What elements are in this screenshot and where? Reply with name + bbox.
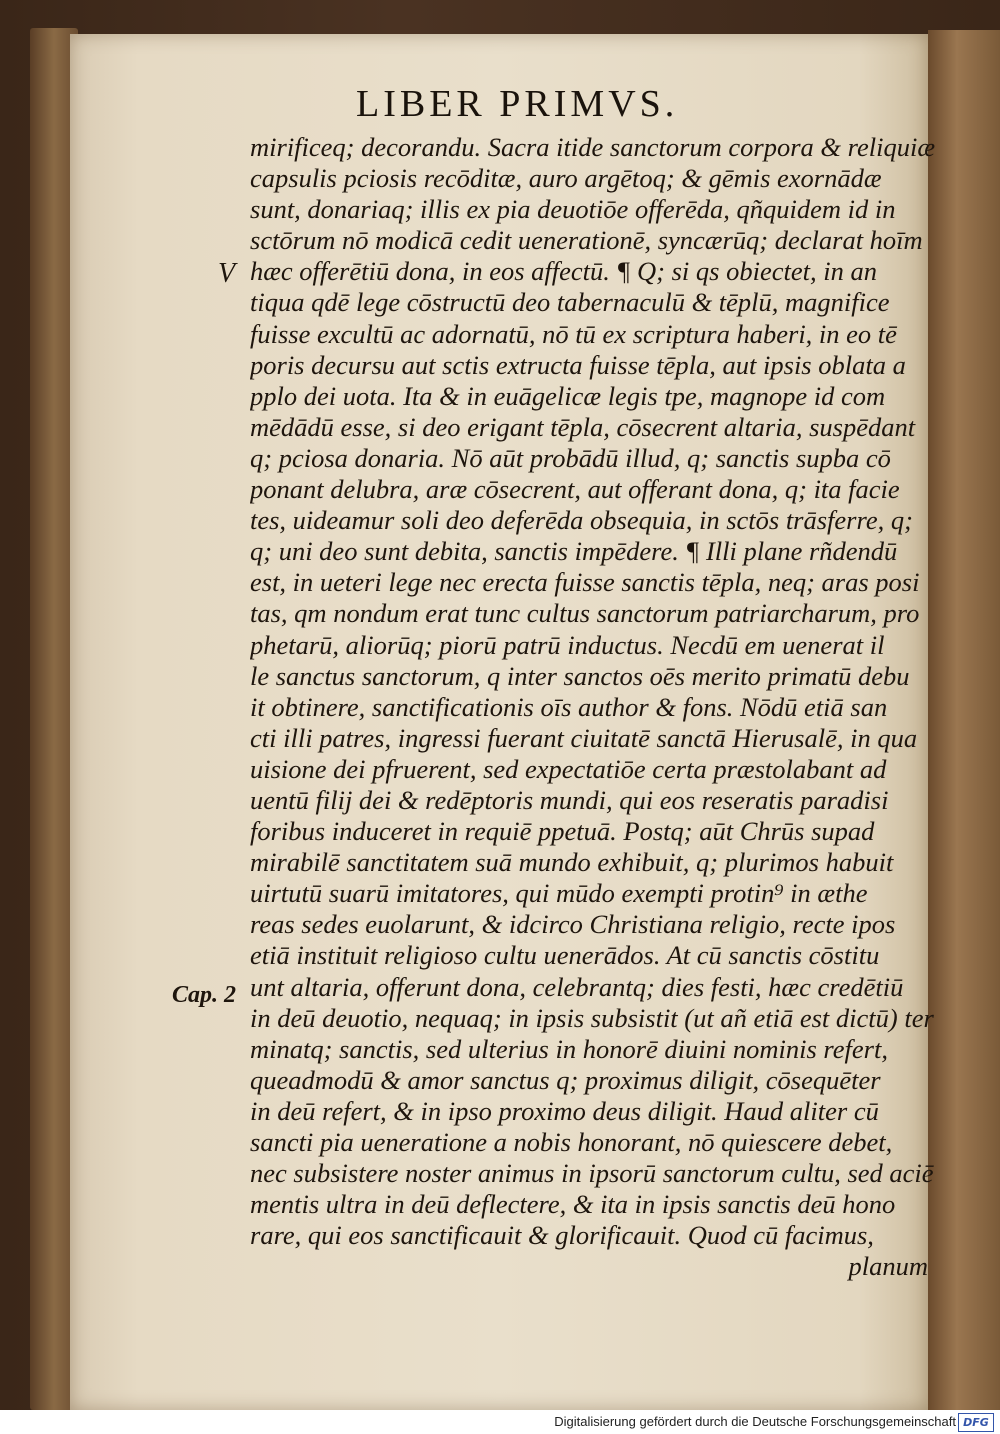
text-line: tas, qm nondum erat tunc cultus sanctorum patriarcharum, pro [250, 598, 920, 629]
text-line: foribus induceret in requiē ppetuā. Postq; aūt Chrūs supad [250, 816, 875, 847]
text-line: uirtutū suarū imitatores, qui mūdo exempti protin⁹ in æthe [250, 878, 868, 909]
text-line: sctōrum nō modicā cedit uenerationē, syncærūq; declarat hoīm [250, 225, 923, 256]
dfg-logo: DFG [958, 1413, 994, 1432]
text-line: pplo dei uota. Ita & in euāgelicæ legis tpe, magnope id com [250, 380, 886, 411]
text-line: etiā instituit religioso cultu uenerādos. At cū sanctis cōstitu [250, 940, 880, 971]
text-line: rare, qui eos sanctificauit & glorificauit. Quod cū facimus, [250, 1220, 874, 1251]
text-line: it obtinere, sanctificationis oīs author & fons. Nōdū etiā san [250, 691, 888, 722]
text-line: sunt, donariaq; illis ex pia deuotiōe offerēda, qñquidem id in [250, 194, 896, 225]
text-line: sancti pia ueneratione a nobis honorant, nō quiescere debet, [250, 1127, 893, 1157]
text-line: uisione dei pfruerent, sed expectatiōe certa præstolabant ad [250, 753, 887, 784]
footer-credit: Digitalisierung gefördert durch die Deutsche Forschungsgemeinschaft [554, 1414, 956, 1429]
text-line: in deū refert, & in ipso proximo deus diligit. Haud aliter cū [250, 1095, 879, 1126]
text-line: mirabilē sanctitatem suā mundo exhibuit, q; plurimos habuit [250, 847, 894, 878]
text-line: est, in ueteri lege nec erecta fuisse sanctis tēpla, neq; aras posi [250, 567, 920, 598]
text-line: cti illi patres, ingressi fuerant ciuitatē sanctā Hierusalē, in qua [250, 722, 918, 753]
text-line: le sanctus sanctorum, q inter sanctos oēs merito primatū debu [250, 660, 910, 691]
text-line: nec subsistere noster animus in ipsorū sanctorum cultu, sed aciē [250, 1158, 934, 1189]
text-line: mentis ultra in deū deflectere, & ita in ipsis sanctis deū hono [250, 1189, 896, 1220]
text-line: tiqua qdē lege cōstructū deo tabernaculū & tēplū, magnifice [250, 287, 890, 318]
text-line: q; uni deo sunt debita, sanctis impēdere. ¶ Illi plane rñdendū [250, 536, 898, 567]
text-line: unt altaria, offerunt dona, celebrantq; dies festi, hæc credētiū [250, 971, 904, 1002]
text-line: mēdādū esse, si deo erigant tēpla, cōsecrent altaria, suspēdant [250, 411, 916, 442]
running-head: LIBER PRIMVS. [356, 83, 679, 125]
text-line: phetarū, aliorūq; piorū patrū inductus. Necdū em uenerat il [250, 629, 885, 660]
text-line: planum [848, 1251, 928, 1282]
text-line: poris decursu aut sctis extructa fuisse tēpla, aut ipsis oblata a [250, 349, 906, 380]
marginal-note-v: V [218, 258, 236, 289]
marginal-note-chapter: Cap. 2 [172, 982, 237, 1008]
text-line: fuisse excultū ac adornatū, nō tū ex scriptura haberi, in eo tē [250, 318, 897, 349]
body-text [250, 132, 940, 1282]
text-line: q; pciosa donaria. Nō aūt probādū illud, q; sanctis supba cō [250, 442, 891, 473]
text-line: reas sedes euolarunt, & idcirco Christiana religio, recte ipos [250, 909, 896, 940]
text-line: capsulis pciosis recōditæ, auro argētoq; & gēmis exornādæ [250, 163, 882, 194]
text-line: ponant delubra, aræ cōsecrent, aut offerant dona, q; ita facie [250, 474, 900, 505]
text-line: uentū filij dei & redēptoris mundi, qui eos reseratis paradisi [250, 784, 889, 815]
footer-bar [0, 1410, 1000, 1434]
text-line: in deū deuotio, nequaq; in ipsis subsistit (ut añ etiā est dictū) ter [250, 1002, 934, 1033]
text-line: mirificeq; decorandu. Sacra itide sanctorum corpora & reliquiæ [250, 132, 936, 162]
text-line: hæc offerētiū dona, in eos affectū. ¶ Q; si qs obiectet, in an [250, 256, 877, 287]
text-line: tes, uideamur soli deo deferēda obsequia, in sctōs trāsferre, q; [250, 505, 913, 536]
text-line: queadmodū & amor sanctus q; proximus diligit, cōsequēter [250, 1064, 881, 1095]
text-line: minatq; sanctis, sed ulterius in honorē diuini nominis refert, [250, 1033, 888, 1064]
